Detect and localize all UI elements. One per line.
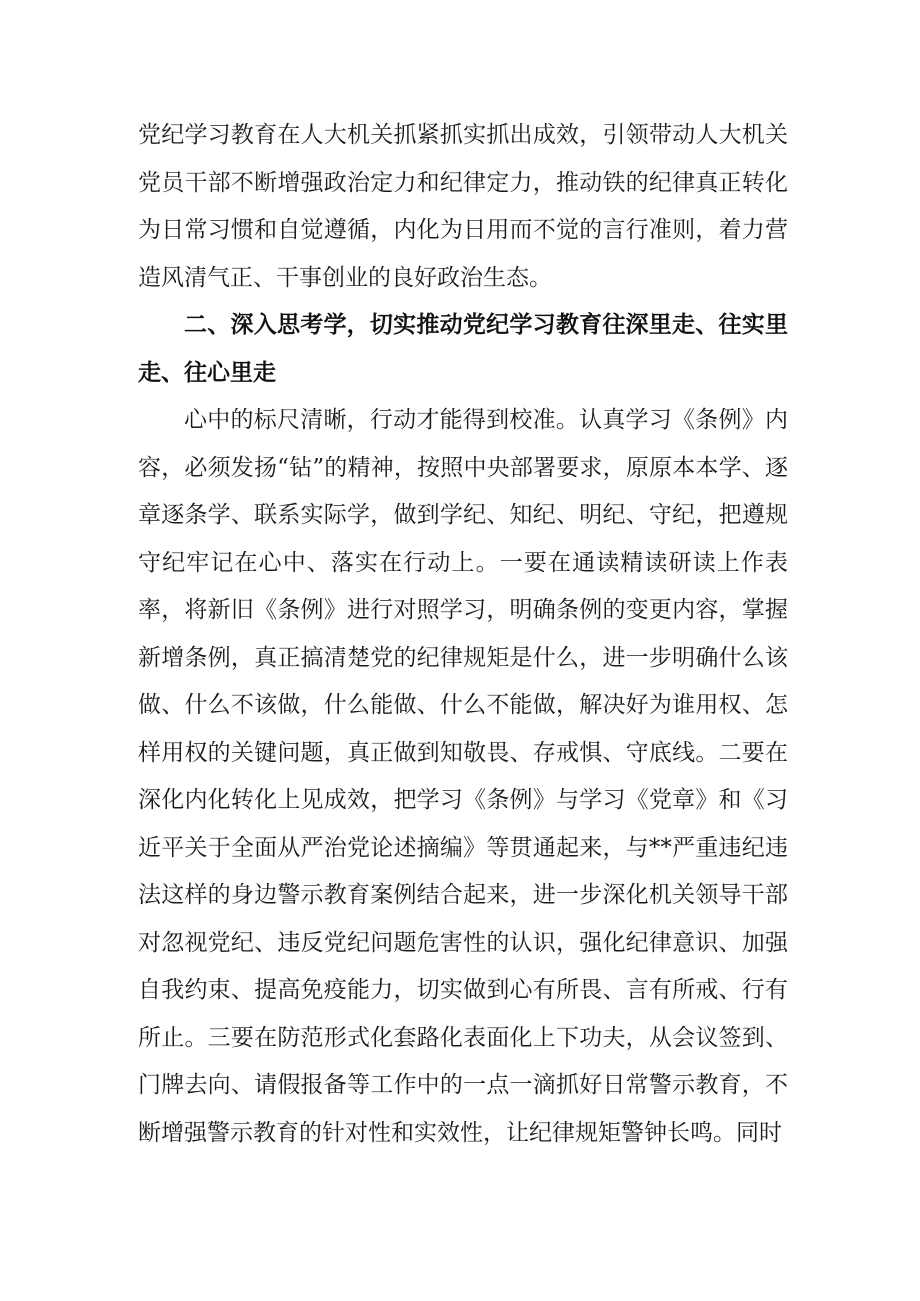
- document-body: [138, 112, 788, 1157]
- paragraph-body: 心中的标尺清晰，行动才能得到校准。认真学习《条例》内容，必须发扬“钻”的精神，按照中央部署要求，原原本本学、逐章逐条学、联系实际学，做到学纪、知纪、明纪、守纪，把遵规守纪牢记在心中、落实在行动上。一要在通读精读研读上作表率，将新旧《条例》进行对照学习，明确条例的变更内容，掌握新增条例，真正搞清楚党的纪律规矩是什么，进一步明确什么该做、什么不该做，什么能做、什么不能做，解决好为谁用权、怎样用权的关键问题，真正做到知敬畏、存戒惧、守底线。二要在深化内化转化上见成效，把学习《条例》与学习《党章》和《习近平关于全面从严治党论述摘编》等贯通起来，与**严重违纪违法这样的身边警示教育案例结合起来，进一步深化机关领导干部对忽视党纪、违反党纪问题危害性的认识，强化纪律意识、加强自我约束、提高免疫能力，切实做到心有所畏、言有所戒、行有所止。三要在防范形式化套路化表面化上下功夫，从会议签到、门牌去向、请假报备等工作中的一点一滴抓好日常警示教育，不断增强警示教育的针对性和实效性，让纪律规矩警钟长鸣。同时: [138, 407, 788, 1146]
- paragraph-intro: 党纪学习教育在人大机关抓紧抓实抓出成效，引领带动人大机关党员干部不断增强政治定力和纪律定力，推动铁的纪律真正转化为日常习惯和自觉遵循，内化为日用而不觉的言行准则，着力营造风清气正、干事创业的良好政治生态。: [138, 122, 788, 291]
- section-heading: 二、深入思考学，切实推动党纪学习教育往深里走、往实里走、往心里走: [138, 312, 788, 386]
